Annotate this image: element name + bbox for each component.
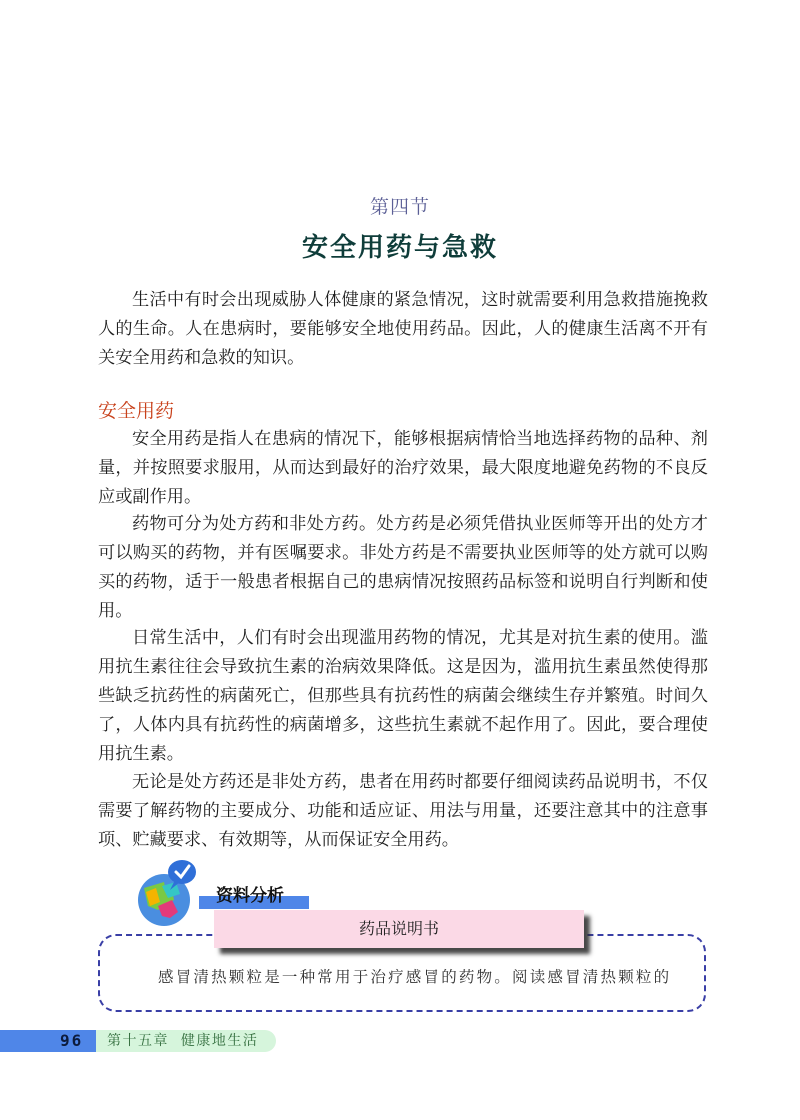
puzzle-checkmark-icon bbox=[136, 858, 200, 928]
body-paragraph: 无论是处方药还是非处方药，患者在用药时都要仔细阅读药品说明书，不仅需要了解药物的主要成分、功能和适应证、用法与用量，还要注意其中的注意事项、贮藏要求、有效期等，从而保证安全用药。 bbox=[98, 772, 708, 850]
page-number: 96 bbox=[60, 1031, 84, 1050]
chapter-title: 第十五章 健康地生活 bbox=[107, 1033, 259, 1049]
body-paragraph: 药物可分为处方药和非处方药。处方药是必须凭借执业医师等开出的处方才可以购买的药物，并有医嘱要求。非处方药是不需要执业医师等的处方就可以购买的药物，适于一般患者根据自己的患病情况按照药品标签和说明自行判断和使用。 bbox=[98, 514, 708, 621]
info-box-text: 感冒清热颗粒是一种常用于治疗感冒的药物。阅读感冒清热颗粒的 bbox=[158, 968, 672, 986]
body-paragraph: 日常生活中，人们有时会出现滥用药物的情况，尤其是对抗生素的使用。滥用抗生素往往会导致抗生素的治病效果降低。这是因为，滥用抗生素虽然使得那些缺乏抗药性的病菌死亡，但那些具有抗药性的病菌会继续生存并繁殖。时间久了，人体内具有抗药性的病菌增多，这些抗生素就不起作用了。因此，要合理使用抗生素。 bbox=[98, 628, 708, 764]
subheading-safe-medication: 安全用药 bbox=[98, 400, 175, 422]
intro-paragraph: 生活中有时会出现威胁人体健康的紧急情况，这时就需要利用急救措施挽救人的生命。人在患病时，要能够安全地使用药品。因此，人的健康生活离不开有关安全用药和急救的知识。 bbox=[98, 290, 708, 368]
pink-tab-title: 药品说明书 bbox=[214, 910, 584, 948]
body-paragraph: 安全用药是指人在患病的情况下，能够根据病情恰当地选择药物的品种、剂量，并按照要求服用，从而达到最好的治疗效果，最大限度地避免药物的不良反应或副作用。 bbox=[98, 429, 708, 507]
analysis-label: 资料分析 bbox=[216, 886, 284, 906]
section-number: 第四节 bbox=[369, 196, 430, 218]
section-title: 安全用药与急救 bbox=[301, 233, 498, 263]
